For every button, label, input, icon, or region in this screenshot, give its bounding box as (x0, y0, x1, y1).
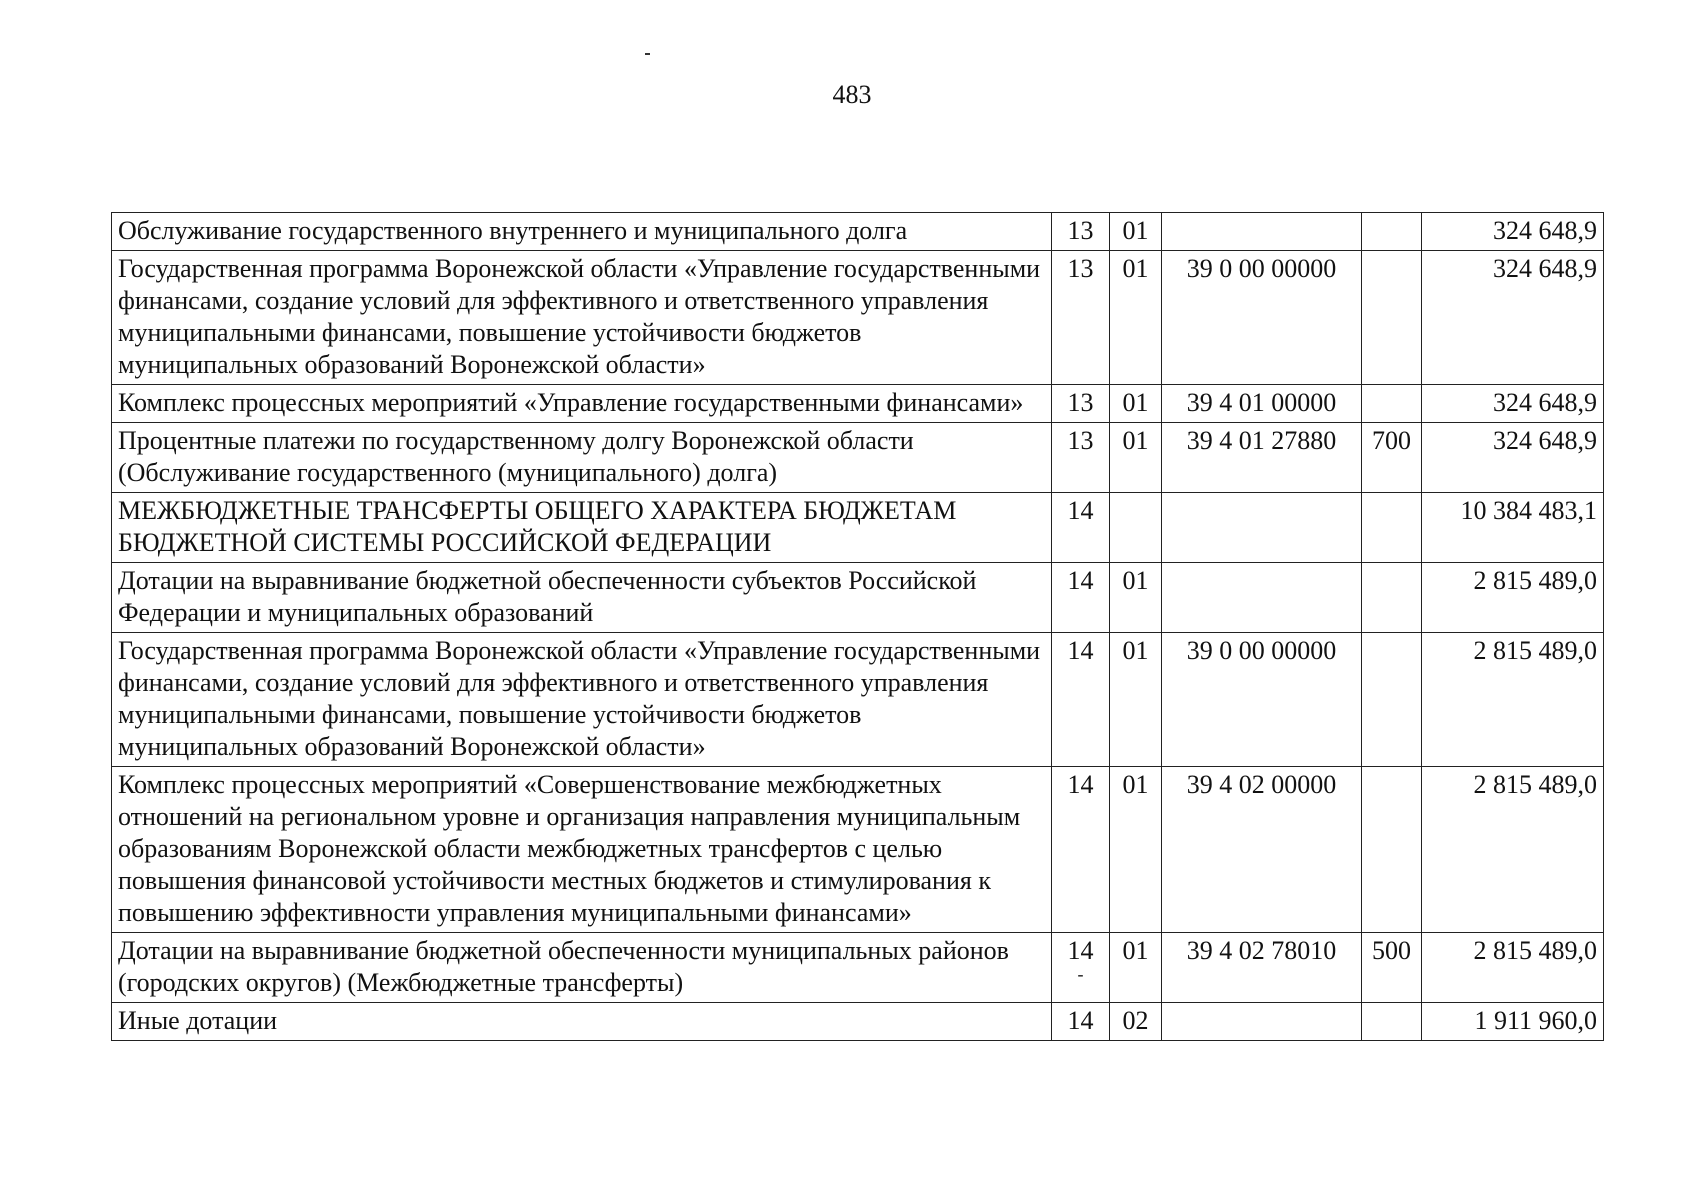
row-expense-type (1362, 767, 1422, 933)
row-amount: 324 648,9 (1422, 213, 1604, 251)
row-section: 14 (1052, 493, 1110, 563)
row-section: 13 (1052, 423, 1110, 493)
row-target (1162, 1003, 1362, 1041)
row-expense-type (1362, 633, 1422, 767)
table-row (112, 563, 1604, 633)
table-row (112, 423, 1604, 493)
row-expense-type (1362, 563, 1422, 633)
table-row (112, 1003, 1604, 1041)
table-row (112, 213, 1604, 251)
row-target (1162, 563, 1362, 633)
row-amount: 10 384 483,1 (1422, 493, 1604, 563)
row-subsection: 01 (1110, 563, 1162, 633)
row-expense-type (1362, 213, 1422, 251)
row-expense-type (1362, 1003, 1422, 1041)
table-row (112, 767, 1604, 933)
row-target: 39 4 01 27880 (1162, 423, 1362, 493)
row-section-cell (1052, 933, 1110, 1003)
row-subsection: 02 (1110, 1003, 1162, 1041)
row-name: Обслуживание государственного внутреннего и муниципального долга (112, 213, 1052, 251)
row-target: 39 4 01 00000 (1162, 385, 1362, 423)
row-target: 39 0 00 00000 (1162, 251, 1362, 385)
row-subsection: 01 (1110, 213, 1162, 251)
row-subsection: 01 (1110, 633, 1162, 767)
row-name: Государственная программа Воронежской области «Управление государственными финансами, создание условий для эффективного и ответственного управления муниципальными финансами, повышение устойчивости бюджетов муниципальных образований Воронежской области» (112, 633, 1052, 767)
row-amount: 324 648,9 (1422, 385, 1604, 423)
row-subsection: 01 (1110, 933, 1162, 1003)
row-amount: 2 815 489,0 (1422, 933, 1604, 1003)
row-subsection: 01 (1110, 767, 1162, 933)
row-amount: 324 648,9 (1422, 251, 1604, 385)
row-amount: 2 815 489,0 (1422, 633, 1604, 767)
row-section: 14 (1067, 936, 1094, 965)
table-row (112, 633, 1604, 767)
row-subsection: 01 (1110, 423, 1162, 493)
row-amount: 2 815 489,0 (1422, 767, 1604, 933)
row-target: 39 4 02 78010 (1162, 933, 1362, 1003)
row-name: Дотации на выравнивание бюджетной обеспеченности муниципальных районов (городских округов) (Межбюджетные трансферты) (112, 933, 1052, 1003)
row-section: 14 (1052, 767, 1110, 933)
row-expense-type: 700 (1362, 423, 1422, 493)
row-name: Иные дотации (112, 1003, 1052, 1041)
row-amount: 2 815 489,0 (1422, 563, 1604, 633)
row-name: Государственная программа Воронежской области «Управление государственными финансами, создание условий для эффективного и ответственного управления муниципальными финансами, повышение устойчивости бюджетов муниципальных образований Воронежской области» (112, 251, 1052, 385)
row-target (1162, 213, 1362, 251)
budget-table (111, 212, 1604, 1041)
row-expense-type (1362, 385, 1422, 423)
row-subsection: 01 (1110, 251, 1162, 385)
table-row (112, 933, 1604, 1003)
row-section: 14 (1052, 563, 1110, 633)
table-row (112, 251, 1604, 385)
row-amount: 1 911 960,0 (1422, 1003, 1604, 1041)
page-number: 483 (832, 80, 872, 109)
row-target: 39 0 00 00000 (1162, 633, 1362, 767)
row-name: Комплекс процессных мероприятий «Совершенствование межбюджетных отношений на региональном уровне и организация направления муниципальным образованиям Воронежской области межбюджетных трансфертов с целью повышения финансовой устойчивости местных бюджетов и стимулирования к повышению эффективности управления муниципальными финансами» (112, 767, 1052, 933)
row-expense-type (1362, 251, 1422, 385)
scan-mark: - (1077, 964, 1084, 984)
row-section: 13 (1052, 213, 1110, 251)
row-section: 14 (1052, 633, 1110, 767)
row-section: 13 (1052, 251, 1110, 385)
row-target: 39 4 02 00000 (1162, 767, 1362, 933)
row-name: Процентные платежи по государственному долгу Воронежской области (Обслуживание государственного (муниципального) долга) (112, 423, 1052, 493)
row-amount: 324 648,9 (1422, 423, 1604, 493)
table-row (112, 493, 1604, 563)
scan-mark (645, 53, 650, 55)
row-expense-type: 500 (1362, 933, 1422, 1003)
row-expense-type (1362, 493, 1422, 563)
table-row (112, 385, 1604, 423)
row-name: Комплекс процессных мероприятий «Управление государственными финансами» (112, 385, 1052, 423)
row-name: Дотации на выравнивание бюджетной обеспеченности субъектов Российской Федерации и муниципальных образований (112, 563, 1052, 633)
row-section: 13 (1052, 385, 1110, 423)
row-name: МЕЖБЮДЖЕТНЫЕ ТРАНСФЕРТЫ ОБЩЕГО ХАРАКТЕРА БЮДЖЕТАМ БЮДЖЕТНОЙ СИСТЕМЫ РОССИЙСКОЙ ФЕДЕРАЦИИ (112, 493, 1052, 563)
row-target (1162, 493, 1362, 563)
row-section: 14 (1052, 1003, 1110, 1041)
row-subsection: 01 (1110, 385, 1162, 423)
row-subsection (1110, 493, 1162, 563)
